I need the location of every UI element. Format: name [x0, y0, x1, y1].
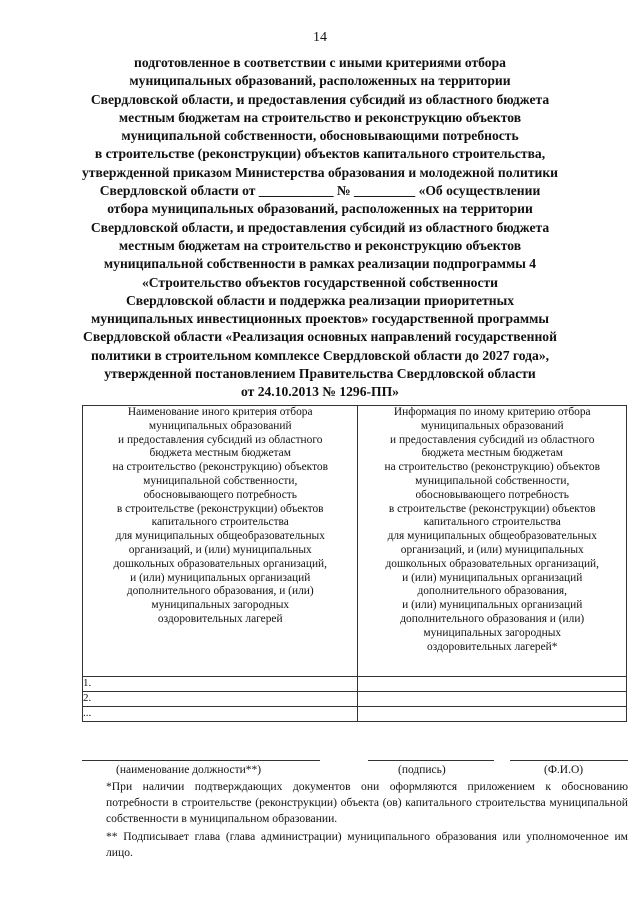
table-row [83, 677, 627, 692]
header-line: оздоровительных лагерей* [427, 640, 558, 653]
header-line: дополнительного образования, [417, 585, 568, 598]
criteria-table [82, 405, 627, 722]
header-line: дошкольных образовательных организаций, [385, 557, 599, 570]
heading-line: Свердловской области «Реализация основных направлений государственной [83, 329, 557, 345]
header-line: бюджета местным бюджетам [149, 447, 291, 460]
heading-line: подготовленное в соответствии с иными критериями отбора [134, 55, 506, 70]
criterion-info-header [358, 406, 627, 677]
heading-line: муниципальной собственности, обосновывающими потребность [121, 128, 519, 144]
header-line: организаций, и (или) муниципальных [400, 543, 584, 556]
table-header-row [83, 406, 627, 677]
row-info-cell [358, 707, 627, 722]
header-line: муниципальных загородных [423, 626, 562, 639]
header-line: для муниципальных общеобразовательных [115, 530, 325, 543]
heading-line: «Строительство объектов государственной собственности [141, 274, 499, 290]
header-line: бюджета местным бюджетам [421, 447, 563, 460]
header-line: дополнительного образования и (или) [400, 612, 585, 625]
row-info-cell [358, 677, 627, 692]
heading-line: местным бюджетам на строительство и реконструкцию объектов [118, 109, 522, 125]
heading-line: утвержденной постановлением Правительства Свердловской области [104, 366, 536, 382]
signature-line [368, 760, 494, 761]
footnote-1-text: *При наличии подтверждающих документов они оформляются приложением к обоснованию потребности в строительстве (реконструкции) объекта (ов) капитального строительства муниципальной собственности в муниципальном образовании. [106, 780, 628, 825]
page-number: 14 [313, 30, 327, 45]
footnote-1 [82, 779, 628, 827]
header-line: обосновывающего потребность [415, 488, 569, 501]
position-line [82, 760, 320, 761]
heading-line: Свердловской области, и предоставления субсидий из областного бюджета [90, 219, 550, 235]
header-line: муниципальной собственности, [143, 474, 298, 487]
header-line: муниципальных образований [148, 419, 292, 432]
heading-line: Свердловской области и поддержка реализации приоритетных [125, 292, 515, 308]
position-label: (наименование должности**) [116, 764, 262, 776]
document-heading [70, 54, 570, 402]
table-row [83, 707, 627, 722]
header-line: оздоровительных лагерей [157, 612, 283, 625]
header-line: в строительстве (реконструкции) объектов [388, 502, 596, 515]
header-line: и (или) муниципальных организаций [402, 599, 583, 612]
footnote-2 [82, 829, 628, 861]
header-line: и предоставления субсидий из областного [118, 433, 323, 446]
heading-line: политики в строительном комплексе Свердловской области до 2027 года», [90, 347, 550, 363]
header-line: обосновывающего потребность [143, 488, 297, 501]
heading-line: Свердловской области, и предоставления субсидий из областного бюджета [90, 91, 550, 107]
header-line: муниципальных загородных [151, 599, 290, 612]
header-line: организаций, и (или) муниципальных [128, 543, 312, 556]
criterion-name-header [83, 406, 358, 677]
table-row [83, 692, 627, 707]
header-line: и предоставления субсидий из областного [390, 433, 595, 446]
header-line: дополнительного образования, и (или) [126, 585, 314, 598]
heading-line: муниципальной собственности в рамках реализации подпрограммы 4 [103, 256, 537, 272]
header-line: для муниципальных общеобразовательных [387, 530, 597, 543]
header-line: Информация по иному критерию отбора [393, 406, 591, 418]
heading-line: утвержденной приказом Министерства образования и молодежной политики [82, 164, 558, 180]
header-line: и (или) муниципальных организаций [130, 571, 311, 584]
heading-line: от 24.10.2013 № 1296-ПП» [241, 384, 399, 400]
row-number: 1. [83, 677, 358, 692]
header-line: муниципальной собственности, [415, 474, 570, 487]
heading-line: муниципальных образований, расположенных на территории [129, 73, 511, 89]
row-info-cell [358, 692, 627, 707]
heading-line: Свердловской области от ___________ № _________ «Об осуществлении [99, 183, 541, 199]
heading-line: в строительстве (реконструкции) объектов капитального строительства, [94, 146, 546, 162]
heading-line: отбора муниципальных образований, расположенных на территории [107, 201, 533, 217]
heading-line: муниципальных инвестиционных проектов» государственной программы [90, 311, 550, 327]
row-number: ... [83, 707, 358, 722]
header-line: муниципальных образований [420, 419, 564, 432]
header-line: на строительство (реконструкцию) объектов [384, 461, 600, 474]
heading-line: местным бюджетам на строительство и реконструкцию объектов [118, 237, 522, 253]
header-line: Наименование иного критерия отбора [127, 406, 313, 418]
name-label: (Ф.И.О) [544, 764, 584, 776]
header-line: капитального строительства [423, 516, 561, 529]
header-line: в строительстве (реконструкции) объектов [116, 502, 324, 515]
row-number: 2. [83, 692, 358, 707]
header-line: и (или) муниципальных организаций [402, 571, 583, 584]
header-line: капитального строительства [151, 516, 289, 529]
footnote-2-text: ** Подписывает глава (глава администрации) муниципального образования или уполномоченное им лицо. [106, 830, 628, 859]
signature-label: (подпись) [398, 764, 446, 776]
name-line [510, 760, 628, 761]
header-line: на строительство (реконструкцию) объектов [112, 461, 328, 474]
header-line: дошкольных образовательных организаций, [113, 557, 327, 570]
